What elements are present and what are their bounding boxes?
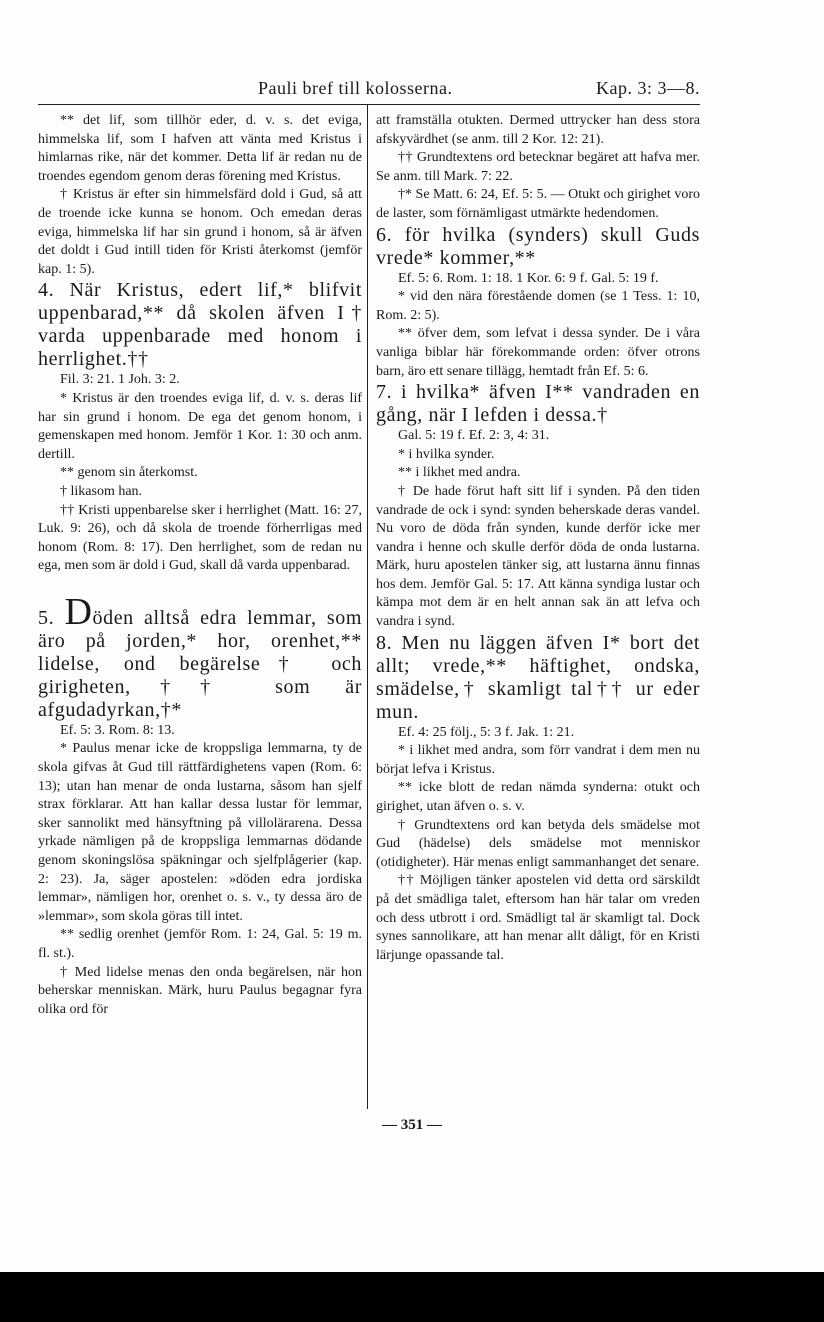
footnote: ** i likhet med andra. xyxy=(398,465,521,481)
verse-5 xyxy=(38,590,362,722)
footnote: †† Kristi uppenbarelse sker i herrlighet (Matt. 16: 27, Luk. 9: 26), och då skola de troende förherrligas med honom (Rom. 8: 17). Den herrlighet, som de redan nu ega, men som är dold i Gud, skall då varda uppenbarad. xyxy=(38,502,362,574)
footnote-continuation: att framställa otukten. Dermed uttrycker han dess stora afskyvärdhet (se anm. till 2 Kor. 12: 21). xyxy=(376,113,700,147)
footnote: * Kristus är den troendes eviga lif, d. v. s. deras lif har sin grund i honom. De ega det genom honom, i gemenskapen med honom. Jemför 1 Kor. 1: 30 och anm. dertill. xyxy=(38,390,362,462)
footnote: ** genom sin återkomst. xyxy=(60,465,198,481)
drop-cap: D xyxy=(64,590,93,633)
running-title: Pauli bref till kolosserna. xyxy=(258,78,453,98)
verse-8-references: Ef. 4: 25 följ., 5: 3 f. Jak. 1: 21. xyxy=(398,724,575,740)
footnote: † De hade förut haft sitt lif i synden. På den tiden vandrade de ock i synd: synden beherskade deras vandel. Nu voro de döda från synden, kunde derför icke mer vandra i henne och skulle derför döda de onda lustarna. Märk, huru apostelen tänker sig, att lustarna ännu finnas hos dem. Jemför Gal. 5: 17. Att känna syndiga lustar och kämpa mot dem är en helt annan sak än att lefva och vandra i synd. xyxy=(376,483,700,630)
verse-8: 8. Men nu läggen äfven I* bort det allt; vrede,** häftighet, ondska, smädelse,† skamligt tal†† ur eder mun. xyxy=(376,631,700,723)
page-number: — 351 — xyxy=(382,1117,442,1133)
verse-4-references: Fil. 3: 21. 1 Joh. 3: 2. xyxy=(60,372,180,388)
verse-5-references: Ef. 5: 3. Rom. 8: 13. xyxy=(60,722,175,738)
footnote: * vid den nära förestående domen (se 1 Tess. 1: 10, Rom. 2: 5). xyxy=(376,289,700,323)
footnote: ** öfver dem, som lefvat i dessa synder. De i våra vanliga biblar här förekommande orden: öfver otrons barn, äro ett senare tillägg, hemtadt från Ef. 5: 6. xyxy=(376,326,700,379)
chapter-reference: Kap. 3: 3—8. xyxy=(596,78,700,98)
footnote: ** det lif, som tillhör eder, d. v. s. det eviga, himmelska lif, som I hafven att vänta med Kristus i himlarnas rike, när det kommer. Detta lif är redan nu de troendes egendom genom deras förening med Kristus. xyxy=(38,113,362,184)
header-rule xyxy=(38,104,700,105)
footnote: ** icke blott de redan nämda synderna: otukt och girighet, utan äfven o. s. v. xyxy=(376,780,700,815)
right-column xyxy=(376,112,700,965)
running-header xyxy=(36,78,700,102)
verse-4: 4. När Kristus, edert lif,* blifvit uppenbarad,** då skolen äfven I† varda uppenbarade med honom i herrlighet.†† xyxy=(38,279,362,371)
footnote: † Grundtextens ord kan betyda dels smädelse mot Gud (hädelse) dels smädelse mot menniskor (otidigheter). Här menas enligt sammanhanget det senare. xyxy=(376,817,700,870)
footnote: †† Möjligen tänker apostelen vid detta ord särskildt på det smädliga talet, eftersom han här talar om vreden och dess utbrott i ord. Smädligt tal är skamligt tal. Dock synes sannolikare, att han menar allt dåligt, för en Kristi lärjunge opassande tal. xyxy=(376,873,700,963)
verse-number: 5. xyxy=(38,606,55,629)
footnote: † Med lidelse menas den onda begärelsen, när hon beherskar menniskan. Märk, huru Paulus begagnar fyra olika ord för xyxy=(38,964,362,1017)
verse-5-text: öden alltså edra lemmar, som äro på jorden,* hor, orenhet,** lidelse, ond begärelse† och girigheten,†† som är afgudadyrkan,†* xyxy=(38,606,362,721)
verse-7-references: Gal. 5: 19 f. Ef. 2: 3, 4: 31. xyxy=(398,428,550,444)
footnote: ** sedlig orenhet (jemför Rom. 1: 24, Gal. 5: 19 m. fl. st.). xyxy=(38,927,362,961)
left-column xyxy=(38,112,362,1019)
footnote: * i likhet med andra, som förr vandrat i dem men nu börjat lefva i Kristus. xyxy=(376,743,700,777)
footnote: * i hvilka synder. xyxy=(398,446,495,462)
verse-6: 6. för hvilka (synders) skull Guds vrede* kommer,** xyxy=(376,223,700,269)
footnote: †† Grundtextens ord betecknar begäret att hafva mer. Se anm. till Mark. 7: 22. xyxy=(376,150,700,184)
verse-7: 7. i hvilka* äfven I** vandraden en gång, när I lefden i dessa.† xyxy=(376,381,700,427)
footnote: * Paulus menar icke de kroppsliga lemmarna, ty de skola gifvas åt Gud till rättfärdighetens vapen (Rom. 6: 13); utan han menar de onda lustarna, såsom han sjelf strax förklarar. Att han kallar dessa lustar för lemmar, sker sannolikt med hänsyftning på villolärarena. Dessa yrkade nämligen på de kroppsliga lemmarnas dödande genom skoningslösa späkningar och sjelfplågerier (kap. 2: 23). Ja, säger apostelen: »döden edra jordiska lemmar», nämligen hor, orenhet o. s. v., ty dessa äro de »lemmar», som skola göras till intet. xyxy=(38,741,362,924)
column-divider xyxy=(367,104,368,1109)
verse-6-references: Ef. 5: 6. Rom. 1: 18. 1 Kor. 6: 9 f. Gal. 5: 19 f. xyxy=(398,270,659,286)
scan-border xyxy=(0,1272,824,1322)
footnote: †* Se Matt. 6: 24, Ef. 5: 5. — Otukt och girighet voro de laster, som förnämligast utmärkte hedendomen. xyxy=(376,187,700,221)
footnote: † likasom han. xyxy=(60,483,143,499)
footnote: † Kristus är efter sin himmelsfärd dold i Gud, så att de troende icke kunna se honom. Och emedan deras eviga, himmelska lif har sin grund i honom, så är äfven det doldt i Gud intill tiden för Kristi återkomst (jemför kap. 1: 5). xyxy=(38,187,362,277)
